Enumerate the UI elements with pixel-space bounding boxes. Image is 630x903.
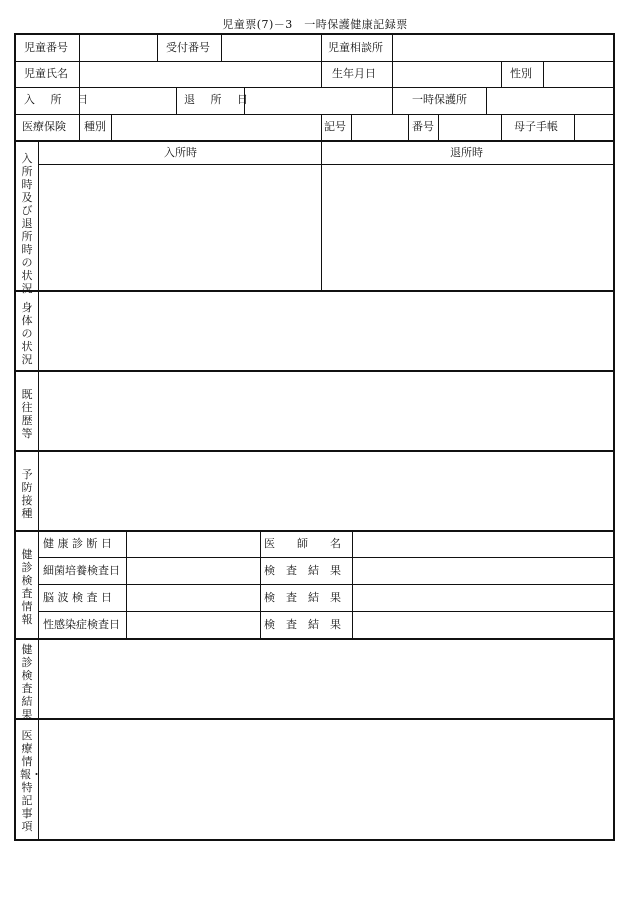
number-field[interactable] [443,118,497,136]
physical-field[interactable] [42,294,609,366]
receipt-number-field[interactable] [228,39,316,57]
discharge-header: 退所時 [450,146,483,159]
culture-test-date-field[interactable] [130,562,256,580]
consultation-office-field[interactable] [398,39,606,57]
child-name-label: 児童氏名 [24,67,68,80]
checkup-row-label: 検 査 結 果 [264,564,341,577]
child-number-label: 児童番号 [24,41,68,54]
checkup-row-label: 検 査 結 果 [264,591,341,604]
eeg-result-field[interactable] [356,589,609,607]
checkup-row-label: 医 師 名 [264,537,341,550]
child-number-field[interactable] [86,39,152,57]
eeg-test-date-field[interactable] [130,589,256,607]
checkup-row-label: 検 査 結 果 [264,618,341,631]
vaccination-field[interactable] [42,454,609,526]
admission-status-field[interactable] [42,168,318,286]
symbol-label: 記号 [324,120,346,133]
shelter-label: 一時保護所 [412,93,467,106]
health-record-form [14,33,615,841]
history-side-label: 既往歴等 [21,388,33,440]
admission-date-label: 入 所 日 [24,93,94,106]
vaccination-side-label: 予防接種 [21,468,33,520]
discharge-date-label: 退 所 日 [184,93,254,106]
mch-handbook-field[interactable] [579,118,607,136]
number-label: 番号 [412,120,434,133]
discharge-status-field[interactable] [325,168,609,286]
checkup-result-side-label: 健診検査結果 [21,643,33,721]
receipt-number-label: 受付番号 [166,41,210,54]
insurance-type-label: 種別 [84,120,106,133]
checkup-date-field[interactable] [130,535,256,553]
checkup-row-label: 脳 波 検 査 日 [43,591,112,604]
consultation-office-label: 児童相談所 [328,41,383,54]
medical-notes-side-label: 医療情報・特記事項 [20,729,42,833]
checkup-row-label: 性感染症検査日 [43,618,120,631]
sti-test-date-field[interactable] [130,616,256,634]
discharge-date-field[interactable] [251,91,387,109]
shelter-field[interactable] [492,91,607,109]
sti-result-field[interactable] [356,616,609,634]
medical-notes-field[interactable] [42,722,609,835]
birth-date-label: 生年月日 [332,67,376,80]
child-name-field[interactable] [86,65,316,83]
gender-field[interactable] [549,65,607,83]
doctor-name-field[interactable] [356,535,609,553]
checkup-row-label: 細菌培養検査日 [43,564,120,577]
physical-side-label: 身体の状況 [21,301,33,366]
birth-date-field[interactable] [398,65,496,83]
history-field[interactable] [42,374,609,446]
symbol-field[interactable] [356,118,404,136]
checkup-row-label: 健 康 診 断 日 [43,537,112,550]
culture-result-field[interactable] [356,562,609,580]
checkup-result-field[interactable] [42,642,609,714]
form-title: 児童票(7)－3 一時保護健康記録票 [222,18,408,31]
checkup-info-side-label: 健診検査情報 [21,548,33,626]
insurance-type-field[interactable] [116,118,316,136]
admission-header: 入所時 [164,146,197,159]
mch-handbook-label: 母子手帳 [514,120,558,133]
admission-date-field[interactable] [86,91,171,109]
status-side-label: 入所時及び退所時の状況 [21,152,33,295]
gender-label: 性別 [510,67,532,80]
insurance-label: 医療保険 [22,120,66,133]
